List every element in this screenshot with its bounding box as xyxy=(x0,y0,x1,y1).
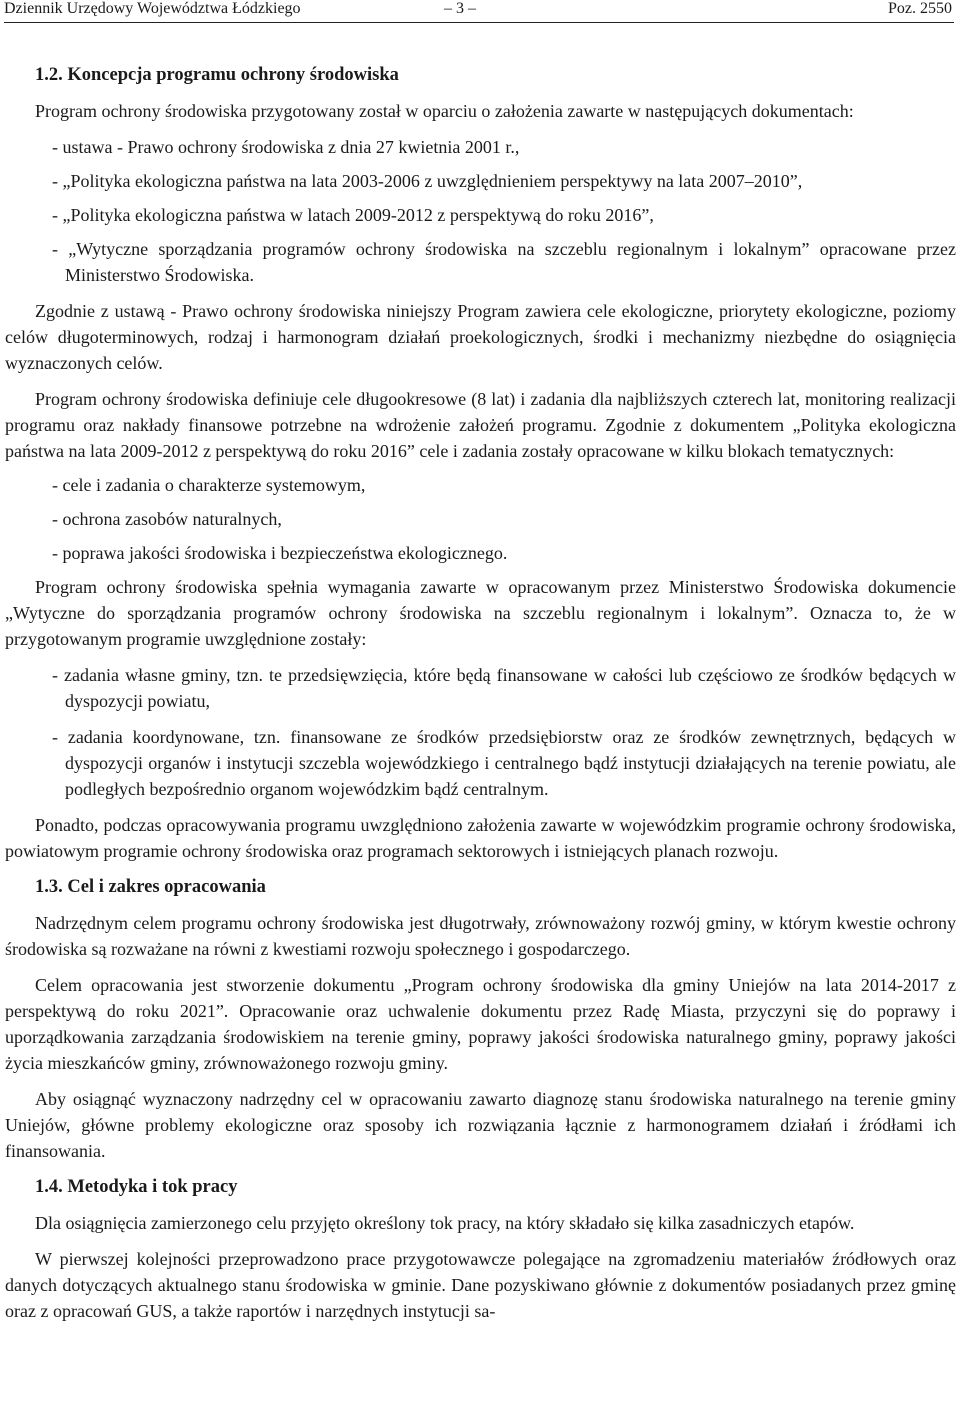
body-paragraph: Nadrzędnym celem programu ochrony środowiska jest długotrwały, zrównoważony rozwój gminy, w którym kwestie ochrony środowiska są rozważane na równi z kwestiami rozwoju społecznego i gospodarczego. xyxy=(5,913,956,959)
task-list-item: - zadania własne gminy, tzn. te przedsięwzięcia, które będą finansowane w całości lub częściowo ze środków będących w dyspozycji powiatu, xyxy=(52,665,956,711)
source-list-item: - ustawa - Prawo ochrony środowiska z dnia 27 kwietnia 2001 r., xyxy=(52,137,520,157)
body-paragraph: Dla osiągnięcia zamierzonego celu przyjęto określony tok pracy, na który składało się kilka zasadniczych etapów. xyxy=(35,1213,855,1233)
document-body xyxy=(5,62,956,1324)
task-list-item: - zadania koordynowane, tzn. finansowane ze środków przedsiębiorstw oraz ze środków zewnętrznych, będących w dyspozycji organów i instytucji szczebla wojewódzkiego i centralnego bądź instytucji działających na terenie powiatu, ale podległych bezpośrednio organom wojewódzkim bądź centralnym. xyxy=(52,727,956,799)
source-list-item: - „Wytyczne sporządzania programów ochrony środowiska na szczeblu regionalnym i lokalnym” opracowane przez Ministerstwo Środowiska. xyxy=(52,239,956,285)
source-list-item: - „Polityka ekologiczna państwa w latach 2009-2012 z perspektywą do roku 2016”, xyxy=(52,205,654,225)
body-paragraph: Aby osiągnąć wyznaczony nadrzędny cel w opracowaniu zawarto diagnozę stanu środowiska naturalnego na terenie gminy Uniejów, główne problemy ekologiczne oraz sposoby ich rozwiązania łącznie z harmonogramem działań i źródłami ich finansowania. xyxy=(5,1089,956,1161)
block-list-item: - cele i zadania o charakterze systemowym, xyxy=(52,475,366,495)
heading-1-4: 1.4. Metodyka i tok pracy xyxy=(35,1177,238,1197)
body-paragraph: Zgodnie z ustawą - Prawo ochrony środowiska niniejszy Program zawiera cele ekologiczne, priorytety ekologiczne, poziomy celów długoterminowych, rodzaj i harmonogram działań proekologicznych, środki i mechanizmy niezbędne do osiągnięcia wyznaczonych celów. xyxy=(5,301,956,373)
heading-1-2: 1.2. Koncepcja programu ochrony środowiska xyxy=(35,65,399,85)
body-paragraph: Ponadto, podczas opracowywania programu uwzględniono założenia zawarte w wojewódzkim programie ochrony środowiska, powiatowym programie ochrony środowiska oraz programach sektorowych i istniejących planach rozwoju. xyxy=(5,815,956,861)
page-header xyxy=(4,0,954,23)
page-number: – 3 – xyxy=(444,0,476,17)
body-paragraph: W pierwszej kolejności przeprowadzono prace przygotowawcze polegające na zgromadzeniu materiałów źródłowych oraz danych dotyczących aktualnego stanu środowiska w gminie. Dane pozyskiwano głównie z dokumentów posiadanych przez gminę oraz z opracowań GUS, a także raportów i narzędnych instytucji sa- xyxy=(5,1249,956,1321)
body-paragraph: Celem opracowania jest stworzenie dokumentu „Program ochrony środowiska dla gminy Uniejów na lata 2014-2017 z perspektywą do roku 2021”. Opracowanie oraz uchwalenie dokumentu przez Radę Miasta, przyczyni się do poprawy i uporządkowania zarządzania środowiskiem na terenie gminy, poprawy jakości środowiska naturalnego gminy, poprawy jakości życia mieszkańców gminy, zrównoważonego rozwoju gminy. xyxy=(5,975,956,1073)
block-list-item: - poprawa jakości środowiska i bezpieczeństwa ekologicznego. xyxy=(52,543,508,563)
block-list-item: - ochrona zasobów naturalnych, xyxy=(52,509,282,529)
body-paragraph: Program ochrony środowiska spełnia wymagania zawarte w opracowanym przez Ministerstwo Środowiska dokumencie „Wytyczne do sporządzania programów ochrony środowiska na szczeblu regionalnym i lokalnym”. Oznacza to, że w przygotowanym programie uwzględnione zostały: xyxy=(5,577,956,649)
position-number: Poz. 2550 xyxy=(888,0,952,17)
source-list-item: - „Polityka ekologiczna państwa na lata 2003-2006 z uwzględnieniem perspektywy na lata 2007–2010”, xyxy=(52,171,803,191)
heading-1-3: 1.3. Cel i zakres opracowania xyxy=(35,877,266,897)
intro-paragraph: Program ochrony środowiska przygotowany został w oparciu o założenia zawarte w następujących dokumentach: xyxy=(35,101,854,121)
body-paragraph: Program ochrony środowiska definiuje cele długookresowe (8 lat) i zadania dla najbliższych czterech lat, monitoring realizacji programu oraz nakłady finansowe potrzebne na wdrożenie założeń programu. Zgodnie z dokumentem „Polityka ekologiczna państwa na lata 2009-2012 z perspektywą do roku 2016” cele i zadania zostały opracowane w kilku blokach tematycznych: xyxy=(5,389,956,461)
journal-title: Dziennik Urzędowy Województwa Łódzkiego xyxy=(4,0,301,17)
